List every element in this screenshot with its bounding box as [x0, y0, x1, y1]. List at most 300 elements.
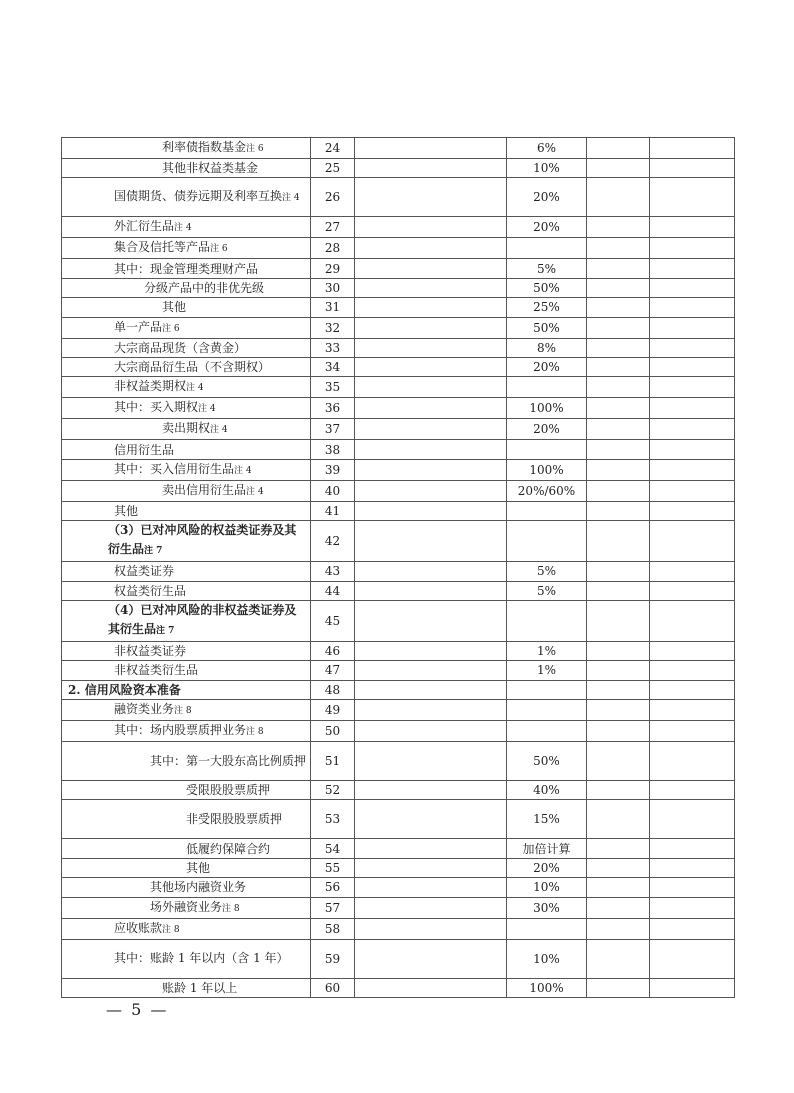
row-number: 46 — [311, 641, 355, 660]
row-number: 32 — [311, 317, 355, 338]
row-item-cell — [62, 317, 311, 338]
row-number: 58 — [311, 918, 355, 939]
risk-coefficient — [507, 918, 587, 939]
empty-cell — [355, 238, 507, 259]
risk-coefficient — [507, 700, 587, 721]
row-item-label: 非权益类衍生品 — [114, 663, 199, 678]
empty-cell — [587, 641, 650, 660]
empty-cell — [587, 897, 650, 918]
empty-cell — [355, 357, 507, 376]
row-item-cell — [62, 918, 311, 939]
table-row — [62, 217, 735, 238]
risk-coefficient: 5% — [507, 581, 587, 600]
row-note: 注 7 — [156, 625, 175, 636]
empty-cell — [650, 781, 735, 800]
row-number: 28 — [311, 238, 355, 259]
empty-cell — [650, 521, 735, 562]
risk-coefficient: 40% — [507, 781, 587, 800]
empty-cell — [650, 298, 735, 317]
empty-cell — [587, 398, 650, 419]
empty-cell — [587, 680, 650, 699]
risk-coefficient: 50% — [507, 742, 587, 781]
empty-cell — [587, 742, 650, 781]
risk-coefficient: 10% — [507, 939, 587, 978]
row-item-label: 非权益类期权 — [114, 379, 187, 394]
row-number: 40 — [311, 480, 355, 501]
empty-cell — [355, 159, 507, 178]
row-number: 35 — [311, 377, 355, 398]
empty-cell — [650, 278, 735, 297]
empty-cell — [587, 259, 650, 278]
row-number: 48 — [311, 680, 355, 699]
risk-coefficient: 100% — [507, 978, 587, 997]
empty-cell — [587, 338, 650, 357]
empty-cell — [355, 278, 507, 297]
empty-cell — [355, 680, 507, 699]
table-row — [62, 259, 735, 278]
row-note: 注 4 — [198, 404, 216, 415]
risk-coefficient — [507, 377, 587, 398]
row-number: 60 — [311, 978, 355, 997]
row-number: 42 — [311, 521, 355, 562]
row-number: 47 — [311, 661, 355, 680]
empty-cell — [650, 878, 735, 897]
empty-cell — [355, 440, 507, 459]
row-item-cell — [62, 338, 311, 357]
risk-coefficient: 5% — [507, 562, 587, 581]
row-item-label: （4）已对冲风险的非权益类证券及其衍生品 — [108, 602, 297, 636]
table-row — [62, 742, 735, 781]
empty-cell — [355, 459, 507, 480]
row-item-cell — [62, 298, 311, 317]
row-item-cell — [62, 680, 311, 699]
row-number: 43 — [311, 562, 355, 581]
row-item-cell — [62, 742, 311, 781]
row-number: 33 — [311, 338, 355, 357]
risk-coefficient: 25% — [507, 298, 587, 317]
table-body — [62, 138, 735, 998]
row-item-cell — [62, 398, 311, 419]
empty-cell — [650, 858, 735, 877]
table-row — [62, 178, 735, 217]
row-item-cell — [62, 178, 311, 217]
row-item-label: 受限股股票质押 — [186, 783, 271, 798]
empty-cell — [355, 641, 507, 660]
empty-cell — [587, 661, 650, 680]
row-item-cell — [62, 800, 311, 839]
empty-cell — [587, 501, 650, 520]
empty-cell — [650, 562, 735, 581]
row-note: 注 8 — [162, 924, 180, 935]
row-item-label: 其中：第一大股东高比例质押 — [150, 753, 307, 768]
row-note: 注 4 — [174, 223, 192, 234]
table-row — [62, 419, 735, 440]
row-note: 注 4 — [186, 383, 204, 394]
table-row — [62, 159, 735, 178]
empty-cell — [650, 661, 735, 680]
row-note: 注 4 — [282, 192, 300, 203]
row-item-cell — [62, 641, 311, 660]
row-item-cell — [62, 897, 311, 918]
row-item-cell — [62, 939, 311, 978]
empty-cell — [355, 781, 507, 800]
table-row — [62, 600, 735, 641]
risk-coefficient: 30% — [507, 897, 587, 918]
row-note: 注 6 — [246, 144, 264, 154]
row-item-cell — [62, 858, 311, 877]
table-row — [62, 398, 735, 419]
row-number: 31 — [311, 298, 355, 317]
empty-cell — [650, 897, 735, 918]
empty-cell — [355, 501, 507, 520]
risk-coefficient: 5% — [507, 259, 587, 278]
risk-coefficient: 6% — [507, 138, 587, 159]
row-item-cell — [62, 781, 311, 800]
empty-cell — [355, 700, 507, 721]
row-item-cell — [62, 377, 311, 398]
row-item-label: 权益类证券 — [114, 564, 175, 579]
empty-cell — [355, 978, 507, 997]
row-item-cell — [62, 521, 311, 562]
table-row — [62, 939, 735, 978]
table-row — [62, 781, 735, 800]
row-note: 注 4 — [210, 425, 228, 436]
empty-cell — [650, 459, 735, 480]
empty-cell — [650, 178, 735, 217]
row-note: 注 4 — [246, 486, 264, 497]
empty-cell — [587, 918, 650, 939]
row-number: 56 — [311, 878, 355, 897]
row-item-cell — [62, 459, 311, 480]
row-item-label: 卖出信用衍生品 — [162, 482, 247, 497]
row-item-cell — [62, 700, 311, 721]
row-item-cell — [62, 357, 311, 376]
row-note: 注 6 — [210, 244, 228, 255]
row-number: 49 — [311, 700, 355, 721]
risk-coefficient: 1% — [507, 641, 587, 660]
table-row — [62, 978, 735, 997]
table-row — [62, 317, 735, 338]
table-row — [62, 897, 735, 918]
empty-cell — [587, 839, 650, 858]
row-number: 44 — [311, 581, 355, 600]
empty-cell — [355, 138, 507, 159]
empty-cell — [587, 419, 650, 440]
empty-cell — [355, 742, 507, 781]
row-item-label: 分级产品中的非优先级 — [144, 280, 265, 295]
row-item-cell — [62, 138, 311, 159]
empty-cell — [355, 377, 507, 398]
row-note: 注 7 — [144, 546, 163, 557]
row-item-label: 非权益类证券 — [114, 644, 187, 659]
row-item-label: 其中：现金管理类理财产品 — [114, 261, 259, 276]
risk-coefficient — [507, 238, 587, 259]
table-row — [62, 440, 735, 459]
row-item-label: 其他非权益类基金 — [162, 161, 259, 176]
row-item-label: 信用衍生品 — [114, 442, 175, 457]
empty-cell — [355, 562, 507, 581]
empty-cell — [650, 159, 735, 178]
row-item-label: 卖出期权 — [162, 421, 211, 436]
risk-coefficient: 20% — [507, 217, 587, 238]
empty-cell — [355, 581, 507, 600]
row-item-label: 非受限股股票质押 — [186, 811, 283, 826]
empty-cell — [650, 918, 735, 939]
row-item-cell — [62, 440, 311, 459]
table-row — [62, 918, 735, 939]
row-number: 37 — [311, 419, 355, 440]
empty-cell — [355, 858, 507, 877]
row-item-label: 权益类衍生品 — [114, 583, 187, 598]
empty-cell — [650, 317, 735, 338]
risk-coefficient — [507, 521, 587, 562]
empty-cell — [355, 897, 507, 918]
risk-coefficient: 20% — [507, 419, 587, 440]
table-row — [62, 238, 735, 259]
empty-cell — [355, 878, 507, 897]
row-number: 27 — [311, 217, 355, 238]
row-item-label: 其中：买入期权 — [114, 400, 199, 415]
empty-cell — [587, 217, 650, 238]
empty-cell — [650, 581, 735, 600]
row-item-cell — [62, 159, 311, 178]
row-item-label: 集合及信托等产品 — [114, 240, 211, 255]
row-item-label: 其他场内融资业务 — [150, 880, 247, 895]
row-item-cell — [62, 419, 311, 440]
empty-cell — [355, 419, 507, 440]
empty-cell — [650, 800, 735, 839]
empty-cell — [587, 878, 650, 897]
row-note: 注 8 — [246, 727, 264, 738]
table-row — [62, 377, 735, 398]
row-item-cell — [62, 238, 311, 259]
risk-coefficient: 100% — [507, 398, 587, 419]
row-item-label: 大宗商品现货（含黄金） — [114, 340, 247, 355]
empty-cell — [355, 338, 507, 357]
risk-coefficient: 50% — [507, 317, 587, 338]
empty-cell — [355, 521, 507, 562]
empty-cell — [650, 398, 735, 419]
empty-cell — [650, 939, 735, 978]
row-number: 36 — [311, 398, 355, 419]
empty-cell — [587, 480, 650, 501]
row-number: 51 — [311, 742, 355, 781]
empty-cell — [587, 238, 650, 259]
table-row — [62, 878, 735, 897]
table-row — [62, 298, 735, 317]
empty-cell — [587, 298, 650, 317]
row-item-cell — [62, 581, 311, 600]
empty-cell — [355, 259, 507, 278]
empty-cell — [355, 800, 507, 839]
empty-cell — [587, 600, 650, 641]
table-row — [62, 357, 735, 376]
empty-cell — [650, 742, 735, 781]
row-item-cell — [62, 878, 311, 897]
empty-cell — [650, 259, 735, 278]
empty-cell — [355, 480, 507, 501]
empty-cell — [355, 839, 507, 858]
empty-cell — [650, 721, 735, 742]
row-item-label: 其他 — [162, 300, 187, 315]
row-item-label: 国债期货、债券远期及利率互换 — [114, 188, 283, 203]
row-item-cell — [62, 217, 311, 238]
empty-cell — [650, 501, 735, 520]
row-number: 39 — [311, 459, 355, 480]
risk-coefficient: 10% — [507, 878, 587, 897]
table-row — [62, 661, 735, 680]
row-item-label: 低履约保障合约 — [186, 841, 271, 856]
row-item-label: 其中：买入信用衍生品 — [114, 461, 235, 476]
empty-cell — [650, 440, 735, 459]
empty-cell — [650, 480, 735, 501]
row-note: 注 4 — [234, 465, 252, 476]
empty-cell — [650, 700, 735, 721]
empty-cell — [587, 939, 650, 978]
empty-cell — [355, 217, 507, 238]
risk-coefficient: 20% — [507, 858, 587, 877]
risk-coefficient: 20% — [507, 357, 587, 376]
row-note: 注 8 — [174, 706, 192, 717]
empty-cell — [650, 641, 735, 660]
empty-cell — [650, 238, 735, 259]
row-item-cell — [62, 978, 311, 997]
empty-cell — [587, 781, 650, 800]
empty-cell — [650, 338, 735, 357]
row-item-cell — [62, 278, 311, 297]
page-number: — 5 — — [106, 1000, 169, 1019]
risk-coefficient: 20% — [507, 178, 587, 217]
empty-cell — [587, 440, 650, 459]
row-item-label: 单一产品 — [114, 319, 163, 334]
row-item-label: 其他 — [186, 861, 211, 876]
row-item-label: 利率债指数基金 — [162, 140, 247, 154]
risk-coefficient — [507, 680, 587, 699]
row-number: 38 — [311, 440, 355, 459]
empty-cell — [587, 521, 650, 562]
row-number: 41 — [311, 501, 355, 520]
row-item-label: 账龄 1 年以上 — [162, 980, 238, 995]
table-row — [62, 480, 735, 501]
row-number: 34 — [311, 357, 355, 376]
row-number: 55 — [311, 858, 355, 877]
empty-cell — [650, 357, 735, 376]
empty-cell — [355, 600, 507, 641]
risk-coefficient: 100% — [507, 459, 587, 480]
row-number: 54 — [311, 839, 355, 858]
table-row — [62, 138, 735, 159]
empty-cell — [355, 317, 507, 338]
risk-coefficient — [507, 600, 587, 641]
table-row — [62, 641, 735, 660]
empty-cell — [355, 178, 507, 217]
empty-cell — [587, 138, 650, 159]
row-number: 53 — [311, 800, 355, 839]
row-number: 45 — [311, 600, 355, 641]
empty-cell — [587, 459, 650, 480]
row-item-cell — [62, 839, 311, 858]
table-row — [62, 338, 735, 357]
row-item-label: 其中：场内股票质押业务 — [114, 723, 247, 738]
row-number: 26 — [311, 178, 355, 217]
row-item-cell — [62, 562, 311, 581]
row-item-label: 大宗商品衍生品（不含期权） — [114, 360, 271, 375]
row-item-label: 其他 — [114, 503, 139, 518]
row-note: 注 8 — [222, 903, 240, 914]
row-number: 52 — [311, 781, 355, 800]
row-number: 29 — [311, 259, 355, 278]
empty-cell — [650, 839, 735, 858]
table-row — [62, 800, 735, 839]
row-item-cell — [62, 600, 311, 641]
empty-cell — [587, 317, 650, 338]
row-item-cell — [62, 721, 311, 742]
risk-coefficient — [507, 501, 587, 520]
row-item-cell — [62, 501, 311, 520]
risk-coefficient — [507, 721, 587, 742]
empty-cell — [650, 138, 735, 159]
row-item-cell — [62, 480, 311, 501]
row-item-label: 2. 信用风险资本准备 — [68, 682, 181, 697]
empty-cell — [587, 700, 650, 721]
table-row — [62, 721, 735, 742]
empty-cell — [355, 661, 507, 680]
empty-cell — [355, 939, 507, 978]
empty-cell — [587, 978, 650, 997]
table-row — [62, 278, 735, 297]
capital-reserve-table — [61, 137, 735, 998]
table-row — [62, 501, 735, 520]
row-item-label: （3）已对冲风险的权益类证券及其衍生品 — [108, 523, 297, 557]
row-number: 57 — [311, 897, 355, 918]
risk-coefficient: 10% — [507, 159, 587, 178]
table-row — [62, 858, 735, 877]
row-item-label: 场外融资业务 — [150, 899, 223, 914]
empty-cell — [587, 721, 650, 742]
empty-cell — [650, 377, 735, 398]
empty-cell — [587, 178, 650, 217]
empty-cell — [650, 217, 735, 238]
empty-cell — [355, 398, 507, 419]
table-row — [62, 680, 735, 699]
row-item-label: 应收账款 — [114, 920, 163, 935]
row-note: 注 6 — [162, 323, 180, 334]
empty-cell — [587, 377, 650, 398]
table-row — [62, 459, 735, 480]
risk-coefficient: 加倍计算 — [507, 839, 587, 858]
row-item-label: 融资类业务 — [114, 702, 175, 717]
row-number: 50 — [311, 721, 355, 742]
table-row — [62, 700, 735, 721]
risk-coefficient: 8% — [507, 338, 587, 357]
row-item-label: 其中：账龄 1 年以内（含 1 年） — [114, 951, 289, 966]
risk-coefficient: 20%/60% — [507, 480, 587, 501]
empty-cell — [587, 581, 650, 600]
empty-cell — [587, 159, 650, 178]
empty-cell — [355, 721, 507, 742]
risk-coefficient — [507, 440, 587, 459]
row-item-cell — [62, 259, 311, 278]
risk-coefficient: 1% — [507, 661, 587, 680]
table-row — [62, 839, 735, 858]
row-number: 24 — [311, 138, 355, 159]
risk-coefficient: 50% — [507, 278, 587, 297]
row-item-label: 外汇衍生品 — [114, 219, 175, 234]
empty-cell — [650, 680, 735, 699]
empty-cell — [650, 600, 735, 641]
risk-coefficient: 15% — [507, 800, 587, 839]
empty-cell — [587, 858, 650, 877]
